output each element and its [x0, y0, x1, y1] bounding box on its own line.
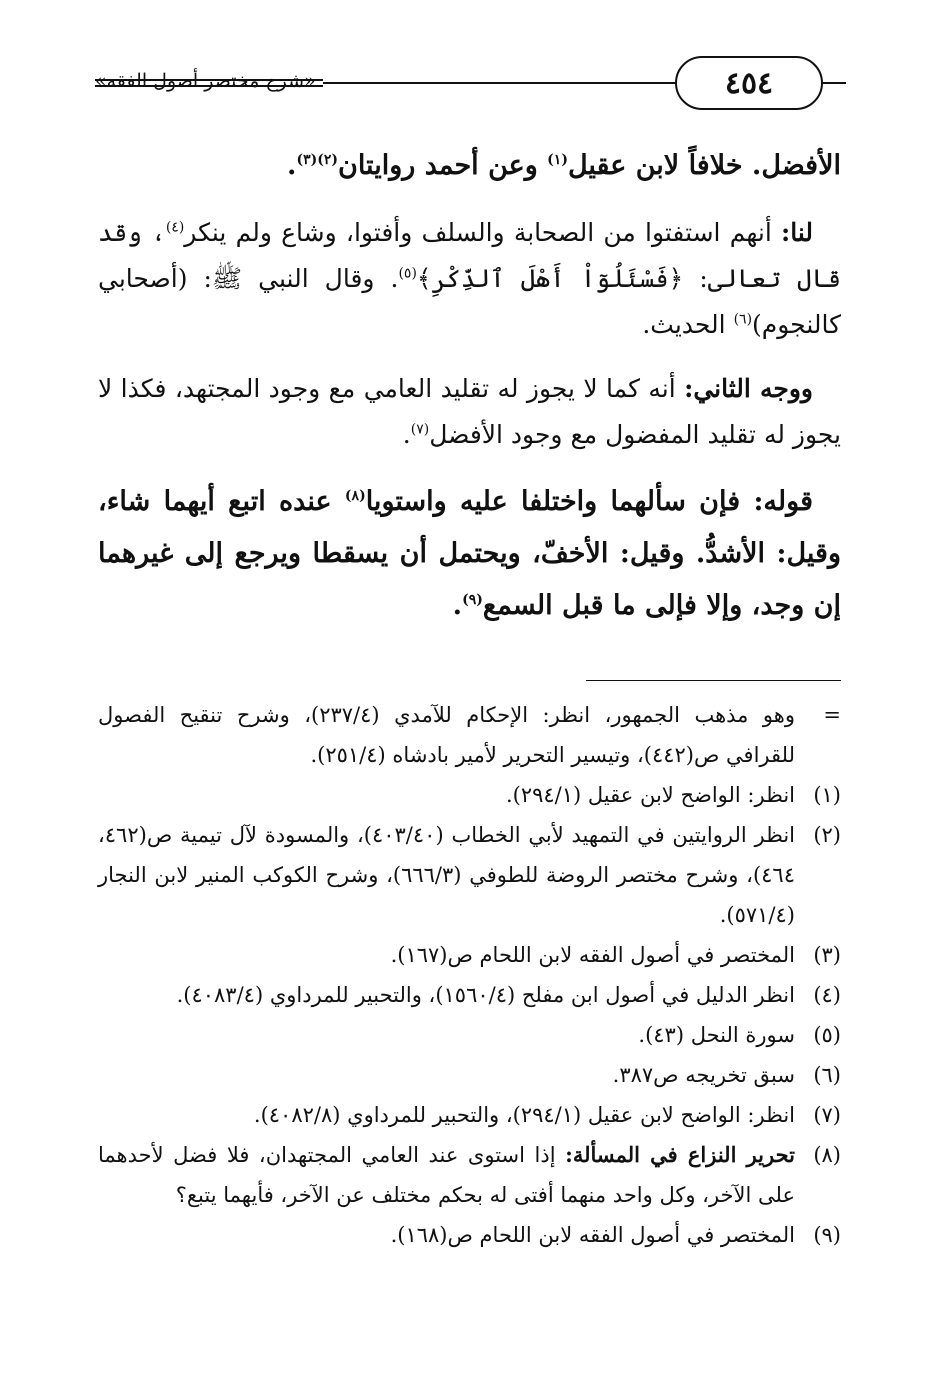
text: أنهم استفتوا من الصحابة والسلف وأفتوا، وشاع ولم ينكر [184, 218, 781, 247]
paragraph-1 [98, 140, 841, 192]
footnote-ref: (٢)(٣) [296, 152, 338, 168]
footnote-text: وهو مذهب الجمهور، انظر: الإحكام للآمدي (٢٣٧/٤)، وشرح تنقيح الفصول للقرافي ص(٤٤٢)، وتيسير التحرير لأمير بادشاه (٢٥١/٤). [98, 703, 795, 767]
paragraph-lead: ووجه الثاني: [684, 374, 813, 403]
header-rule [823, 82, 846, 84]
footnote-number: (١) [813, 783, 841, 807]
paragraph-4 [98, 476, 841, 632]
footnote-ref: (٧) [410, 421, 430, 438]
footnote-number: (٥) [813, 1023, 841, 1047]
running-title: «شرح مختصر أصول الفقه» [95, 70, 316, 92]
text: . [402, 420, 411, 449]
footnote-text: انظر: الواضح لابن عقيل (٢٩٤/١)، والتحبير للمرداوي (٤٠٨٢/٨). [253, 1103, 795, 1127]
footnote-ref: (٥) [398, 265, 417, 282]
text: . [287, 150, 297, 181]
footnote-number: (٦) [813, 1063, 841, 1087]
text: . وقال النبي ﷺ: (أصحابي كالنجوم) [98, 264, 841, 339]
paragraph-2 [98, 210, 841, 348]
footnote-number: (٢) [813, 823, 841, 847]
footnote [98, 935, 841, 975]
footnote-number: (٨) [813, 1143, 841, 1167]
text: ، وقد قال تعالى: ﴿فَسْئَلُوٓاْ أَهْلَ ٱلذِّكْرِ﴾ [98, 218, 841, 293]
footnote-text: سورة النحل (٤٣). [638, 1023, 795, 1047]
footnote-text: سبق تخريجه ص٣٨٧. [612, 1063, 795, 1087]
footnote-text: المختصر في أصول الفقه لابن اللحام ص(١٦٨). [390, 1223, 795, 1247]
text: الأفضل. خلافاً لابن عقيل [567, 150, 841, 181]
footnote [98, 1015, 841, 1055]
footnote-number: (٩) [813, 1223, 841, 1247]
footnote-text: انظر الدليل في أصول ابن مفلح (١٥٦٠/٤)، والتحبير للمرداوي (٤٠٨٣/٤). [176, 983, 795, 1007]
footnote-text: المختصر في أصول الفقه لابن اللحام ص(١٦٧). [390, 943, 795, 967]
footnote-ref: (٩) [462, 592, 483, 608]
footnote [98, 815, 841, 935]
footnote [98, 1215, 841, 1255]
text: أنه كما لا يجوز له تقليد العامي مع وجود المجتهد، فكذا لا يجوز له تقليد المفضول مع وجود الأفضل [98, 374, 841, 449]
paragraph-lead: قوله: [753, 486, 813, 517]
footnote [98, 975, 841, 1015]
footnote-text [98, 1135, 795, 1215]
page-number: ٤٥٤ [675, 56, 823, 110]
footnote-ref: (٨) [344, 488, 366, 504]
footnote [98, 1095, 841, 1135]
footnotes [98, 695, 841, 1255]
footnote-lead: تحرير النزاع في المسألة: [565, 1142, 795, 1167]
text: الحديث. [642, 310, 734, 339]
footnote-number: (٣) [813, 943, 841, 967]
footnote-ref: (١) [547, 152, 568, 168]
footnote [98, 695, 841, 775]
footnote-number: (٤) [813, 983, 841, 1007]
footnote-separator [586, 680, 841, 681]
footnote [98, 1135, 841, 1215]
text: فإن سألهما واختلفا عليه واستويا [365, 486, 754, 517]
paragraph-lead: لنا: [780, 218, 813, 247]
footnote-text: انظر الروايتين في التمهيد لأبي الخطاب (٤٠٣/٤٠)، والمسودة لآل تيمية ص(٤٦٢، ٤٦٤)، وشرح مختصر الروضة للطوفي (٦٦٦/٣)، وشرح الكوكب المنير لابن النجار (٥٧١/٤). [98, 823, 796, 927]
footnote-ref: (٦) [733, 311, 753, 328]
footnote [98, 775, 841, 815]
paragraph-3 [98, 366, 841, 458]
text: عنده اتبع أيهما شاء، وقيل: الأشدُّ. وقيل: الأخفّ، ويحتمل أن يسقطا ويرجع إلى غيرهما إن وجد، وإلا فإلى ما قبل السمع [98, 486, 841, 621]
header-rule [323, 82, 675, 84]
text: وعن أحمد روايتان [338, 150, 548, 181]
footnote [98, 1055, 841, 1095]
footnote-ref: (٤) [165, 219, 185, 236]
main-text [98, 140, 841, 650]
text: . [452, 590, 463, 621]
page-header [95, 48, 846, 118]
footnote-text: انظر: الواضح لابن عقيل (٢٩٤/١). [505, 783, 795, 807]
footnote-number: (٧) [813, 1103, 841, 1127]
footnote-number: = [823, 703, 841, 727]
text: إذا استوى عند العامي المجتهدان، فلا فضل لأحدهما على الآخر، وكل واحد منهما أفتى له بحكم مختلف عن الآخر، فأيهما يتبع؟ [98, 1143, 795, 1207]
